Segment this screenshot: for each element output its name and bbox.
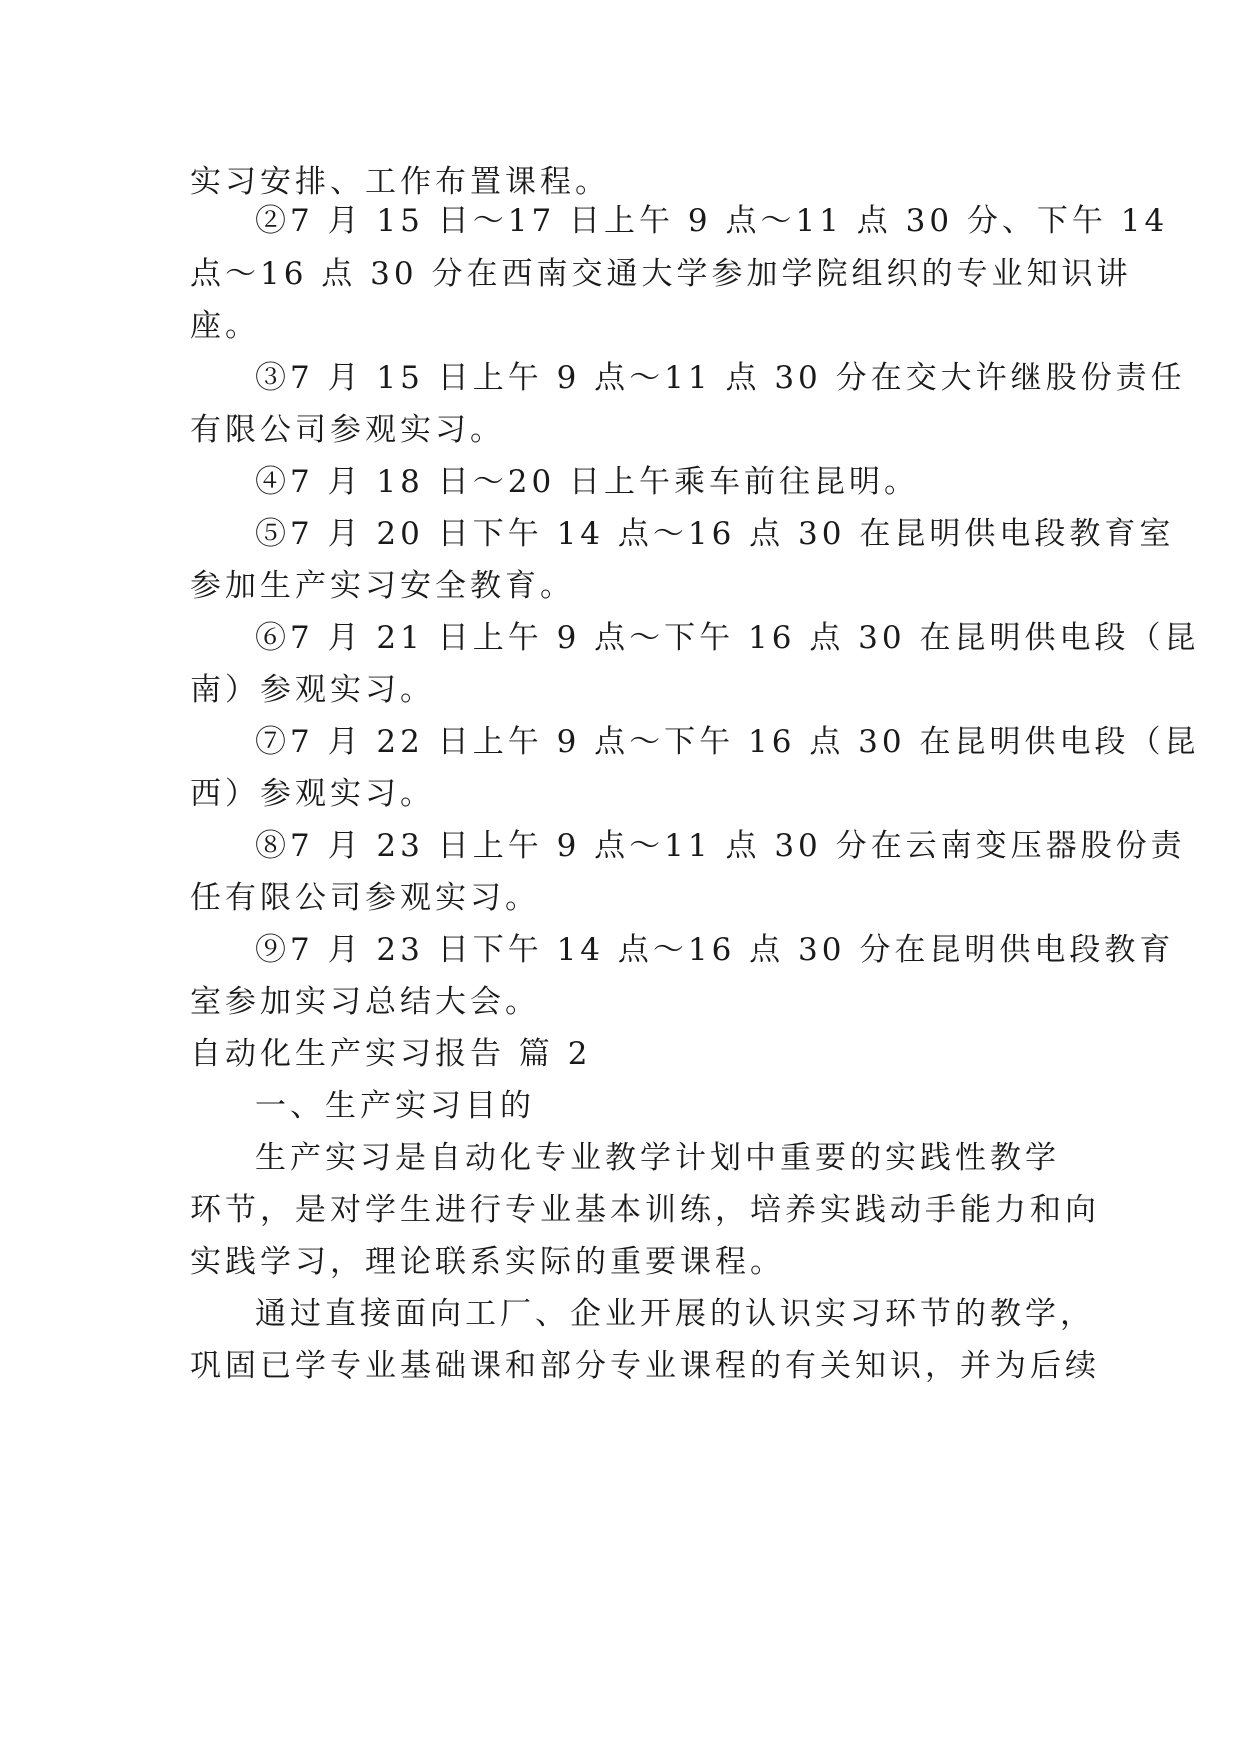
schedule-item-9: ⑨7 月 23 日下午 14 点～16 点 30 分在昆明供电段教育	[255, 932, 1175, 968]
paragraph-line: 巩固已学专业基础课和部分专业课程的有关知识，并为后续	[190, 1348, 1100, 1384]
schedule-item-2: ②7 月 15 日～17 日上午 9 点～11 点 30 分、下午 14	[255, 203, 1169, 239]
schedule-item-6: ⑥7 月 21 日上午 9 点～下午 16 点 30 在昆明供电段（昆	[255, 620, 1200, 656]
paragraph-line: 座。	[190, 308, 260, 344]
schedule-item-3: ③7 月 15 日上午 9 点～11 点 30 分在交大许继股份责任	[255, 360, 1186, 396]
paragraph-line: 生产实习是自动化专业教学计划中重要的实践性教学	[255, 1140, 1060, 1176]
paragraph-line: 任有限公司参观实习。	[190, 880, 540, 916]
schedule-item-8: ⑧7 月 23 日上午 9 点～11 点 30 分在云南变压器股份责	[255, 828, 1186, 864]
subsection-heading: 一、生产实习目的	[255, 1088, 535, 1124]
section-heading: 自动化生产实习报告 篇 2	[190, 1036, 592, 1072]
paragraph-line: 通过直接面向工厂、企业开展的认识实习环节的教学，	[255, 1296, 1095, 1332]
paragraph-line: 南）参观实习。	[190, 672, 435, 708]
schedule-item-7: ⑦7 月 22 日上午 9 点～下午 16 点 30 在昆明供电段（昆	[255, 724, 1200, 760]
schedule-item-4: ④7 月 18 日～20 日上午乘车前往昆明。	[255, 464, 920, 500]
paragraph-line: 参加生产实习安全教育。	[190, 568, 575, 604]
paragraph-line: 实践学习，理论联系实际的重要课程。	[190, 1244, 785, 1280]
paragraph-line: 点～16 点 30 分在西南交通大学参加学院组织的专业知识讲	[190, 256, 1132, 292]
paragraph-line: 有限公司参观实习。	[190, 412, 505, 448]
paragraph-line: 环节，是对学生进行专业基本训练，培养实践动手能力和向	[190, 1192, 1100, 1228]
paragraph-line: 西）参观实习。	[190, 776, 435, 812]
schedule-item-5: ⑤7 月 20 日下午 14 点～16 点 30 在昆明供电段教育室	[255, 516, 1175, 552]
paragraph-line: 室参加实习总结大会。	[190, 984, 540, 1020]
paragraph-line: 实习安排、工作布置课程。	[190, 164, 610, 200]
